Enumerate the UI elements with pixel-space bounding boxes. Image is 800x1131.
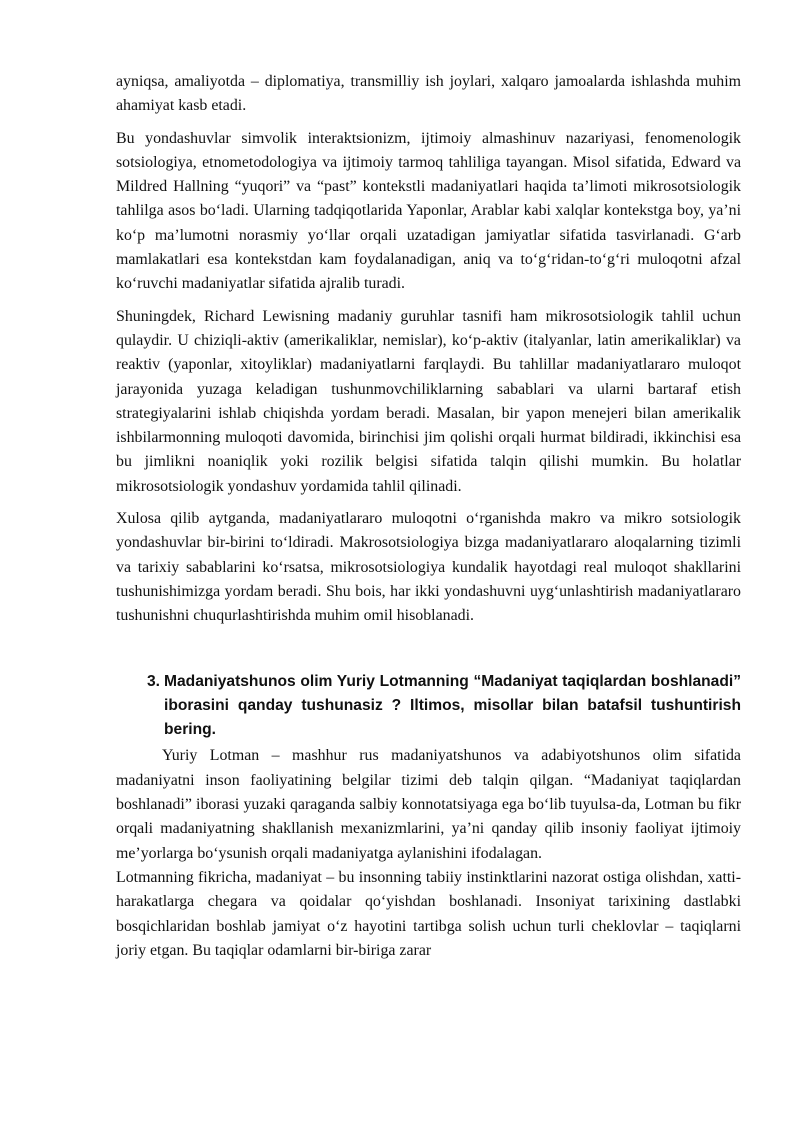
document-page — [116, 70, 741, 963]
question-heading — [116, 670, 741, 743]
question-text: Madaniyatshunos olim Yuriy Lotmanning “Madaniyat taqiqlardan boshlanadi” iborasini qanday tushunasiz ? Iltimos, misollar bilan batafsil tushuntirish bering. — [164, 672, 741, 739]
answer-paragraph-2: Lotmanning fikricha, madaniyat – bu insonning tabiiy instinktlarini nazorat ostiga olishdan, xatti-harakatlarga chegara va qoidalar qo‘yishdan boshlanadi. Insoniyat tarixining dastlabki bosqichlaridan boshlab jamiyat o‘z hayotini tartibga solish uchun turli cheklovlar – taqiqlarni joriy etgan. Bu taqiqlar odamlarni bir-biriga zarar — [116, 868, 741, 959]
paragraph-conclusion: Xulosa qilib aytganda, madaniyatlararo muloqotni o‘rganishda makro va mikro sotsiologik yondashuvlar bir-birini to‘ldiradi. Makrosotsiologiya bizga madaniyatlararo aloqalarning tizimli va tarixiy sabablarini ko‘rsatsa, mikrosotsiologiya kundalik hayotdagi real muloqot shakllarini tushunishimizga yordam beradi. Shu bois, har ikki yondashuvni uyg‘unlashtirish madaniyatlararo tushunishni chuqurlashtirishda muhim omil hisoblanadi. — [116, 510, 741, 625]
paragraph-lewis-classification: Shuningdek, Richard Lewisning madaniy guruhlar tasnifi ham mikrosotsiologik tahlil uchun qulaydir. U chiziqli-aktiv (amerikaliklar, nemislar), ko‘p-aktiv (italyanlar, latin amerikaliklar) va reaktiv (yaponlar, xitoyliklar) madaniyatlarni farqlaydi. Bu tahlillar madaniyatlararo muloqot jarayonida yuzaga keladigan tushunmovchiliklarning sabablari va ularni bartaraf etish strategiyalarini ishlab chiqishda yordam beradi. Masalan, bir yapon menejeri bilan amerikalik ishbilarmonning muloqoti davomida, birinchisi jim qolishi orqali hurmat bildiradi, ikkinchisi esa bu jimlikni noaniqlik yoki rozilik belgisi sifatida talqin qilishi mumkin. Bu holatlar mikrosotsiologik yondashuv yordamida tahlil qilinadi. — [116, 307, 741, 495]
section-spacer — [116, 637, 741, 670]
paragraph-intro-continuation: ayniqsa, amaliyotda – diplomatiya, transmilliy ish joylari, xalqaro jamoalarda ishlashda muhim ahamiyat kasb etadi. — [116, 73, 741, 115]
paragraph-microsociology-approaches: Bu yondashuvlar simvolik interaktsionizm, ijtimoiy almashinuv nazariyasi, fenomenologik sotsiologiya, etnometodologiya va ijtimoiy tarmoq tahliliga tayangan. Misol sifatida, Edward va Mildred Hallning “yuqori” va “past” kontekstli madaniyatlari haqida ta’limoti mikrosotsiologik tahlilga asos bo‘ladi. Ularning tadqiqotlarida Yaponlar, Arablar kabi xalqlar kontekstga boy, ya’ni ko‘p ma’lumotni norasmiy yo‘llar orqali uzatadigan jamiyatlar sifatida tasvirlanadi. G‘arb mamlakatlari esa kontekstdan kam foydalanadigan, aniq va to‘g‘ridan-to‘g‘ri muloqotni afzal ko‘ruvchi madaniyatlar sifatida ajralib turadi. — [116, 129, 741, 293]
answer-paragraph-1: Yuriy Lotman – mashhur rus madaniyatshunos va adabiyotshunos olim sifatida madaniyatni inson faoliyatining belgilar tizimi deb talqin qilgan. “Madaniyat taqiqlardan boshlanadi” iborasi yuzaki qaraganda salbiy konnotatsiyaga ega bo‘lib tuyulsa-da, Lotman bu fikr orqali madaniyatning shakllanish mexanizmlarini, ya’ni qanday qilib insoniy faoliyat ijtimoiy me’yorlarga bo‘ysunish orqali madaniyatga aylanishini ifodalagan. — [116, 747, 741, 862]
question-number: 3. — [147, 672, 161, 690]
